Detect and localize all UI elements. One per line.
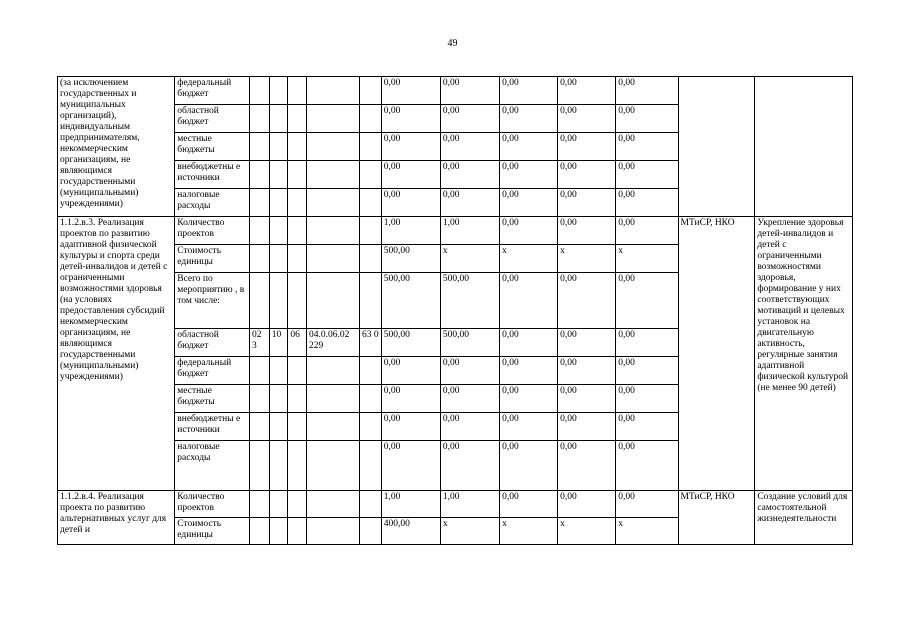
value-cell: 0,00 (500, 329, 558, 357)
code-cell (288, 491, 307, 518)
value-cell: 0,00 (440, 441, 499, 491)
value-cell: х (558, 245, 616, 273)
value-cell: 0,00 (381, 77, 440, 105)
value-cell: 0,00 (500, 77, 558, 105)
code-cell (359, 105, 381, 133)
code-cell (307, 491, 360, 518)
code-cell (249, 357, 269, 385)
code-cell (249, 441, 269, 491)
value-cell: 1,00 (440, 217, 499, 245)
code-cell (359, 133, 381, 161)
value-cell: 0,00 (500, 413, 558, 441)
code-cell (359, 77, 381, 105)
code-cell (269, 273, 288, 329)
value-cell: х (616, 245, 678, 273)
code-cell (359, 189, 381, 217)
code-cell (269, 105, 288, 133)
code-cell (288, 105, 307, 133)
code-cell (269, 413, 288, 441)
value-cell: 0,00 (616, 329, 678, 357)
result-cell: Создание условий для самостоятельной жизнедеятельности (755, 491, 853, 545)
code-cell (307, 161, 360, 189)
code-cell (249, 245, 269, 273)
code-cell (307, 217, 360, 245)
code-cell (288, 189, 307, 217)
value-cell: 0,00 (558, 189, 616, 217)
table-row (58, 491, 853, 518)
page-number: 49 (447, 38, 458, 49)
code-cell (269, 189, 288, 217)
value-cell: 0,00 (500, 133, 558, 161)
code-cell (269, 491, 288, 518)
value-cell: 0,00 (381, 133, 440, 161)
code-cell (288, 245, 307, 273)
table-row (58, 77, 853, 105)
value-cell: 0,00 (440, 133, 499, 161)
source-label-cell: Количество проектов (175, 217, 250, 245)
value-cell: 0,00 (558, 217, 616, 245)
result-cell (755, 77, 853, 217)
value-cell: 0,00 (558, 161, 616, 189)
source-label-cell: федеральный бюджет (175, 77, 250, 105)
value-cell: 0,00 (616, 217, 678, 245)
source-label-cell: областной бюджет (175, 329, 250, 357)
value-cell: 0,00 (381, 161, 440, 189)
code-cell (359, 413, 381, 441)
source-label-cell: налоговые расходы (175, 189, 250, 217)
code-cell (359, 273, 381, 329)
activity-name-cell: (за исключением государственных и муниципальных организаций), индивидуальным предпринимателям, некоммерческим организациям, не являющимся государственными (муниципальными) учреждениями) (58, 77, 175, 217)
code-cell (307, 385, 360, 413)
source-label-cell: Стоимость единицы (175, 245, 250, 273)
code-cell (359, 385, 381, 413)
code-cell (307, 105, 360, 133)
value-cell: 0,00 (440, 105, 499, 133)
value-cell: 0,00 (616, 441, 678, 491)
source-label-cell: областной бюджет (175, 105, 250, 133)
value-cell: 0,00 (558, 133, 616, 161)
code-cell (307, 245, 360, 273)
value-cell: 0,00 (381, 189, 440, 217)
value-cell: 0,00 (616, 77, 678, 105)
value-cell: 0,00 (500, 105, 558, 133)
value-cell: 0,00 (616, 385, 678, 413)
code-cell (269, 385, 288, 413)
code-cell (288, 385, 307, 413)
value-cell: х (616, 518, 678, 545)
value-cell: 1,00 (440, 491, 499, 518)
code-cell (249, 518, 269, 545)
source-label-cell: Всего по мероприятию , в том числе: (175, 273, 250, 329)
value-cell: 0,00 (616, 413, 678, 441)
value-cell: 400,00 (381, 518, 440, 545)
value-cell: 0,00 (558, 329, 616, 357)
value-cell: 0,00 (558, 491, 616, 518)
value-cell: 0,00 (500, 273, 558, 329)
code-cell (249, 189, 269, 217)
code-cell (288, 441, 307, 491)
activity-name-cell: 1.1.2.в.3. Реализация проектов по развитию адаптивной физической культуры и спорта среди детей-инвалидов и детей с ограниченными возможностями здоровья (на условиях предоставления субсидий некоммерческим организациям, не являющимся государственными (муниципальными) учреждениями) (58, 217, 175, 491)
value-cell: 0,00 (616, 189, 678, 217)
value-cell: 0,00 (440, 357, 499, 385)
value-cell: 0,00 (381, 413, 440, 441)
executor-cell (678, 77, 755, 217)
code-cell (288, 77, 307, 105)
code-cell (269, 133, 288, 161)
code-cell (269, 357, 288, 385)
budget-table (57, 76, 853, 545)
code-cell (307, 518, 360, 545)
executor-cell: МТиСР, НКО (678, 491, 755, 545)
value-cell: 0,00 (616, 273, 678, 329)
code-cell (288, 217, 307, 245)
code-cell (249, 491, 269, 518)
activity-name-cell: 1.1.2.в.4. Реализация проекта по развитию альтернативных услуг для детей и (58, 491, 175, 545)
value-cell: 0,00 (500, 385, 558, 413)
value-cell: 0,00 (500, 189, 558, 217)
code-cell (359, 441, 381, 491)
source-label-cell: Стоимость единицы (175, 518, 250, 545)
code-cell (359, 217, 381, 245)
code-cell (307, 357, 360, 385)
value-cell: 0,00 (381, 357, 440, 385)
code-cell (269, 77, 288, 105)
code-cell (269, 217, 288, 245)
code-cell (288, 133, 307, 161)
value-cell: 0,00 (440, 385, 499, 413)
code-cell: 06 (288, 329, 307, 357)
code-cell (269, 161, 288, 189)
value-cell: 500,00 (381, 273, 440, 329)
code-cell (249, 273, 269, 329)
value-cell: 0,00 (616, 133, 678, 161)
value-cell: 500,00 (440, 273, 499, 329)
source-label-cell: внебюджетны е источники (175, 413, 250, 441)
code-cell (288, 357, 307, 385)
source-label-cell: внебюджетны е источники (175, 161, 250, 189)
code-cell (307, 133, 360, 161)
value-cell: 0,00 (558, 385, 616, 413)
code-cell (249, 77, 269, 105)
value-cell: 0,00 (500, 357, 558, 385)
value-cell: 0,00 (500, 491, 558, 518)
code-cell (288, 161, 307, 189)
code-cell (307, 413, 360, 441)
code-cell (269, 441, 288, 491)
code-cell: 63 0 (359, 329, 381, 357)
value-cell: 500,00 (440, 329, 499, 357)
value-cell: 0,00 (616, 105, 678, 133)
value-cell: х (558, 518, 616, 545)
value-cell: 500,00 (381, 245, 440, 273)
value-cell: 0,00 (558, 357, 616, 385)
code-cell (288, 518, 307, 545)
code-cell (249, 161, 269, 189)
code-cell (249, 385, 269, 413)
source-label-cell: налоговые расходы (175, 441, 250, 491)
value-cell: х (500, 518, 558, 545)
value-cell: 0,00 (558, 105, 616, 133)
value-cell: 1,00 (381, 217, 440, 245)
code-cell (269, 518, 288, 545)
value-cell: 0,00 (440, 413, 499, 441)
value-cell: 0,00 (558, 413, 616, 441)
source-label-cell: местные бюджеты (175, 133, 250, 161)
value-cell: х (440, 245, 499, 273)
value-cell: 0,00 (558, 441, 616, 491)
result-cell: Укрепление здоровья детей-инвалидов и детей с ограниченными возможностями здоровья, формирование у них соответствующих мотиваций и целевых установок на двигательную активность, регулярные занятия адаптивной физической культурой (не менее 90 детей) (755, 217, 853, 491)
code-cell (307, 273, 360, 329)
value-cell: 1,00 (381, 491, 440, 518)
value-cell: 0,00 (500, 161, 558, 189)
code-cell (288, 273, 307, 329)
value-cell: х (440, 518, 499, 545)
code-cell: 04.0.06.02 229 (307, 329, 360, 357)
table-row (58, 217, 853, 245)
code-cell (249, 105, 269, 133)
code-cell (288, 413, 307, 441)
source-label-cell: местные бюджеты (175, 385, 250, 413)
code-cell (359, 161, 381, 189)
code-cell (359, 518, 381, 545)
code-cell (307, 189, 360, 217)
code-cell (359, 357, 381, 385)
source-label-cell: федеральный бюджет (175, 357, 250, 385)
source-label-cell: Количество проектов (175, 491, 250, 518)
code-cell (307, 77, 360, 105)
code-cell (249, 413, 269, 441)
value-cell: 0,00 (558, 273, 616, 329)
code-cell: 02 3 (249, 329, 269, 357)
value-cell: 0,00 (440, 77, 499, 105)
code-cell (307, 441, 360, 491)
value-cell: 0,00 (616, 491, 678, 518)
code-cell (359, 491, 381, 518)
code-cell (269, 245, 288, 273)
value-cell: 500,00 (381, 329, 440, 357)
value-cell: 0,00 (616, 357, 678, 385)
executor-cell: МТиСР, НКО (678, 217, 755, 491)
value-cell: 0,00 (616, 161, 678, 189)
value-cell: 0,00 (558, 77, 616, 105)
code-cell: 10 (269, 329, 288, 357)
code-cell (359, 245, 381, 273)
value-cell: 0,00 (440, 189, 499, 217)
value-cell: 0,00 (500, 441, 558, 491)
value-cell: 0,00 (381, 105, 440, 133)
value-cell: 0,00 (381, 385, 440, 413)
value-cell: х (500, 245, 558, 273)
code-cell (249, 133, 269, 161)
value-cell: 0,00 (381, 441, 440, 491)
value-cell: 0,00 (440, 161, 499, 189)
value-cell: 0,00 (500, 217, 558, 245)
code-cell (249, 217, 269, 245)
